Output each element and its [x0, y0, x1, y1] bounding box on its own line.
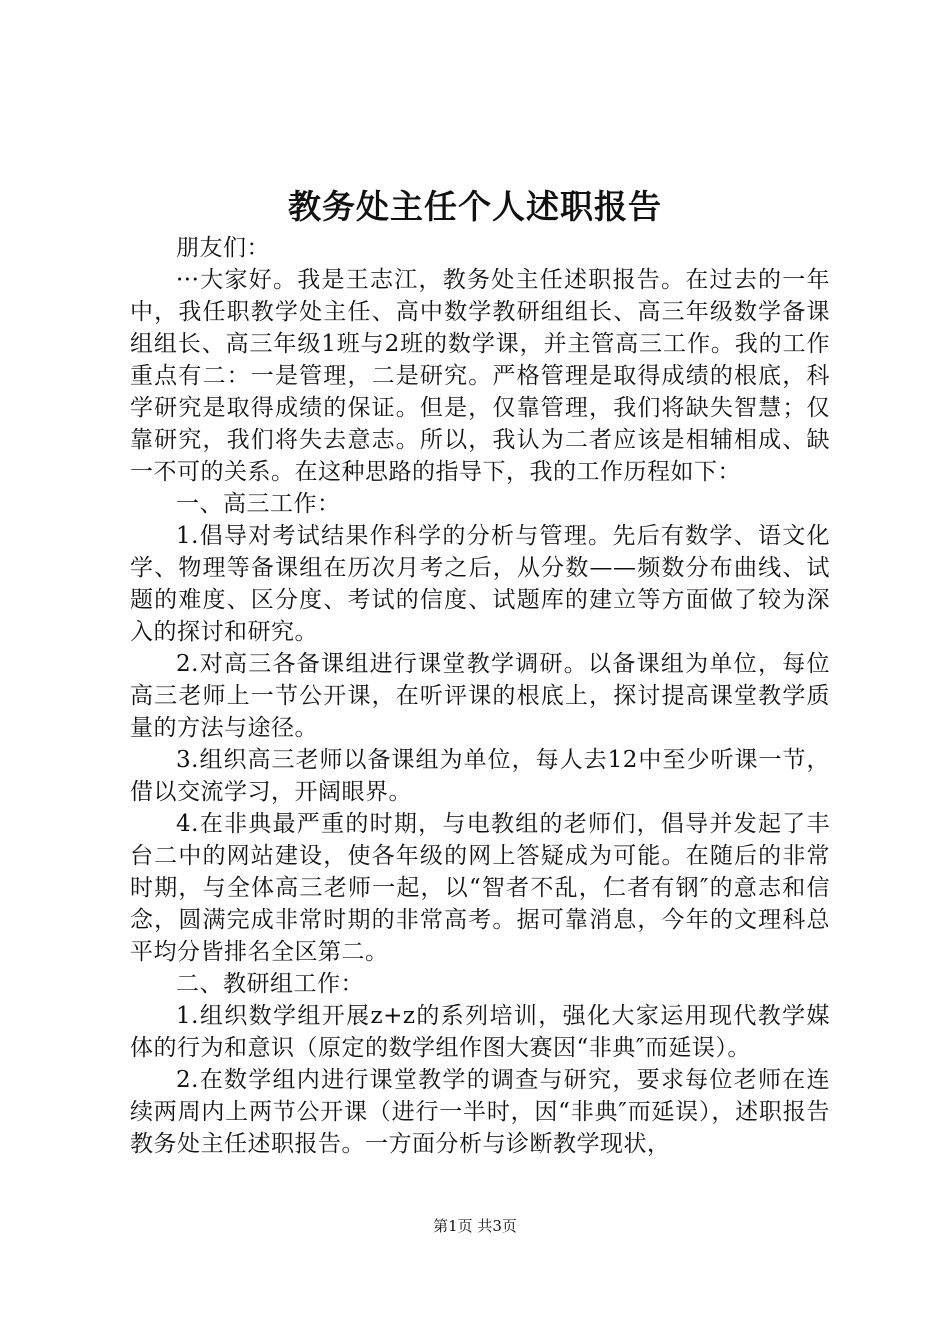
- document-body: [130, 232, 830, 1160]
- paragraph: 2.对高三各备课组进行课堂教学调研。以备课组为单位，每位高三老师上一节公开课，在听评课的根底上，探讨提高课堂教学质量的方法与途径。: [130, 651, 830, 741]
- paragraph: 3.组织高三老师以备课组为单位，每人去12中至少听课一节，借以交流学习，开阔眼界。: [130, 747, 830, 805]
- paragraph: 1.倡导对考试结果作科学的分析与管理。先后有数学、语文化学、物理等备课组在历次月考之后，从分数——频数分布曲线、试题的难度、区分度、考试的信度、试题库的建立等方面做了较为深入的探讨和研究。: [130, 523, 830, 645]
- paragraph: 一、高三工作：: [176, 491, 341, 517]
- paragraph: 朋友们：: [176, 235, 270, 261]
- paragraph: ···大家好。我是王志江，教务处主任述职报告。在过去的一年中，我任职教学处主任、高中数学教研组组长、高三年级数学备课组组长、高三年级1班与2班的数学课，并主管高三工作。我的工作重点有二：一是管理，二是研究。严格管理是取得成绩的根底，科学研究是取得成绩的保证。但是，仅靠管理，我们将缺失智慧；仅靠研究，我们将失去意志。所以，我认为二者应该是相辅相成、缺一不可的关系。在这种思路的指导下，我的工作历程如下：: [130, 267, 830, 485]
- paragraph: 1.组织数学组开展z+z的系列培训，强化大家运用现代教学媒体的行为和意识（原定的数学组作图大赛因“非典″而延误）。: [130, 1003, 830, 1061]
- document-title: 教务处主任个人述职报告: [288, 187, 662, 226]
- page-footer: 第1页 共3页: [433, 1217, 517, 1235]
- paragraph: 4.在非典最严重的时期，与电教组的老师们，倡导并发起了丰台二中的网站建设，使各年级的网上答疑成为可能。在随后的非常时期，与全体高三老师一起，以“智者不乱，仁者有钢″的意志和信念，圆满完成非常时期的非常高考。据可靠消息，今年的文理科总平均分皆排名全区第二。: [130, 811, 830, 965]
- paragraph: 2.在数学组内进行课堂教学的调查与研究，要求每位老师在连续两周内上两节公开课（进行一半时，因“非典″而延误），述职报告教务处主任述职报告。一方面分析与诊断教学现状，: [130, 1067, 830, 1157]
- paragraph: 二、教研组工作：: [176, 971, 364, 997]
